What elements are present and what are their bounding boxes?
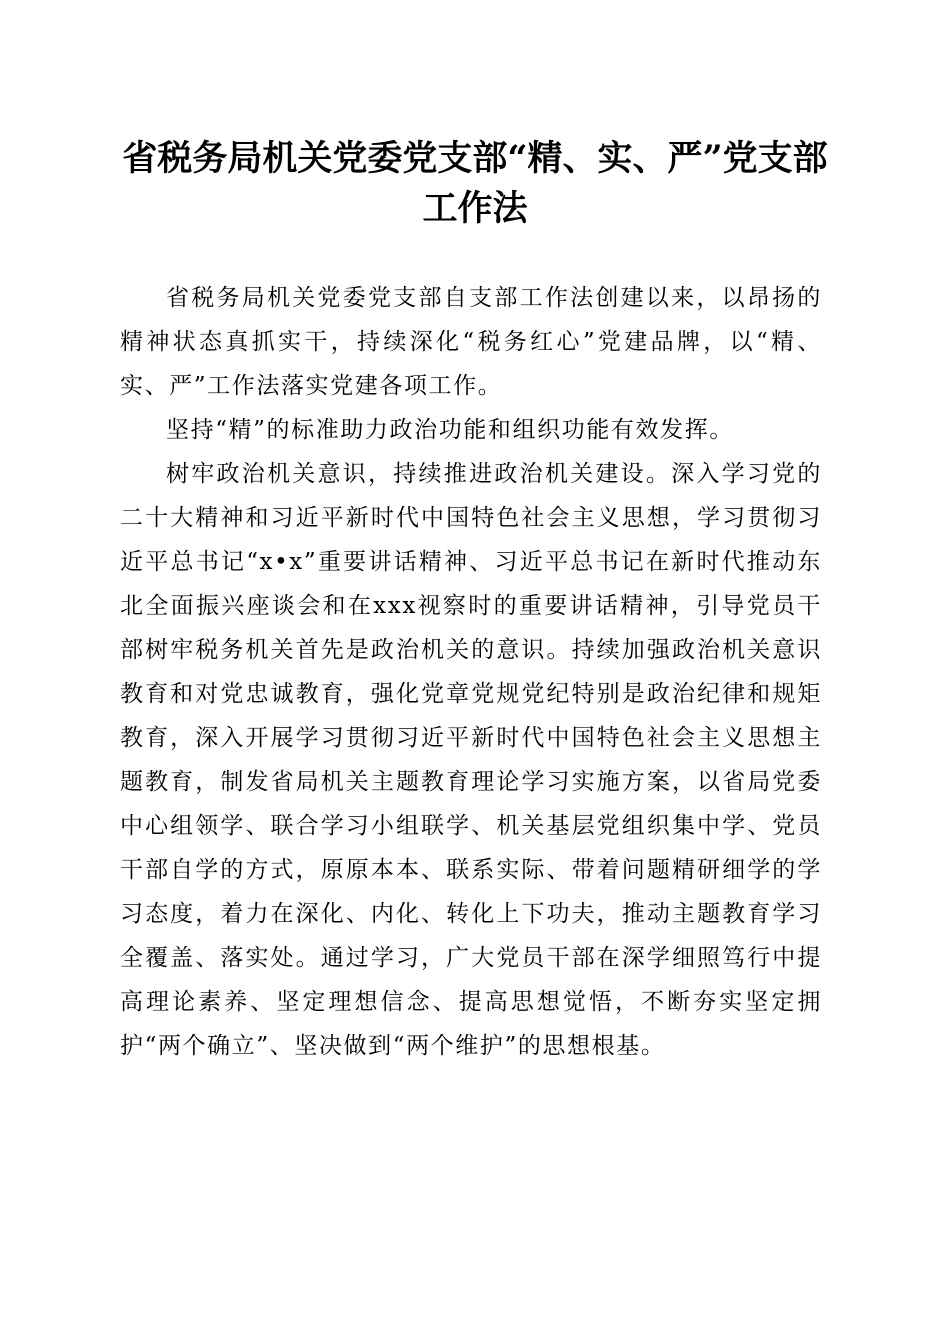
paragraph-heading-jing: 坚持“精”的标准助力政治功能和组织功能有效发挥。 xyxy=(166,417,734,443)
paragraph-intro: 省税务局机关党委党支部自支部工作法创建以来，以昂扬的精神状态真抓实干，持续深化“税务红心”党建品牌，以“精、实、严”工作法落实党建各项工作。 xyxy=(120,285,822,399)
document-body xyxy=(120,276,822,1068)
document-title: 省税务局机关党委党支部“精、实、严”党支部工作法 xyxy=(122,138,828,229)
paragraph-political-construction: 树牢政治机关意识，持续推进政治机关建设。深入学习党的二十大精神和习近平新时代中国特色社会主义思想，学习贯彻习近平总书记“x•x”重要讲话精神、习近平总书记在新时代推动东北全面振兴座谈会和在xxx视察时的重要讲话精神，引导党员干部树牢税务机关首先是政治机关的意识。持续加强政治机关意识教育和对党忠诚教育，强化党章党规党纪特别是政治纪律和规矩教育，深入开展学习贯彻习近平新时代中国特色社会主义思想主题教育，制发省局机关主题教育理论学习实施方案，以省局党委中心组领学、联合学习小组联学、机关基层党组织集中学、党员干部自学的方式，原原本本、联系实际、带着问题精研细学的学习态度，着力在深化、内化、转化上下功夫，推动主题教育学习全覆盖、落实处。通过学习，广大党员干部在深学细照笃行中提高理论素养、坚定理想信念、提高思想觉悟，不断夯实坚定拥护“两个确立”、坚决做到“两个维护”的思想根基。 xyxy=(120,461,822,1059)
